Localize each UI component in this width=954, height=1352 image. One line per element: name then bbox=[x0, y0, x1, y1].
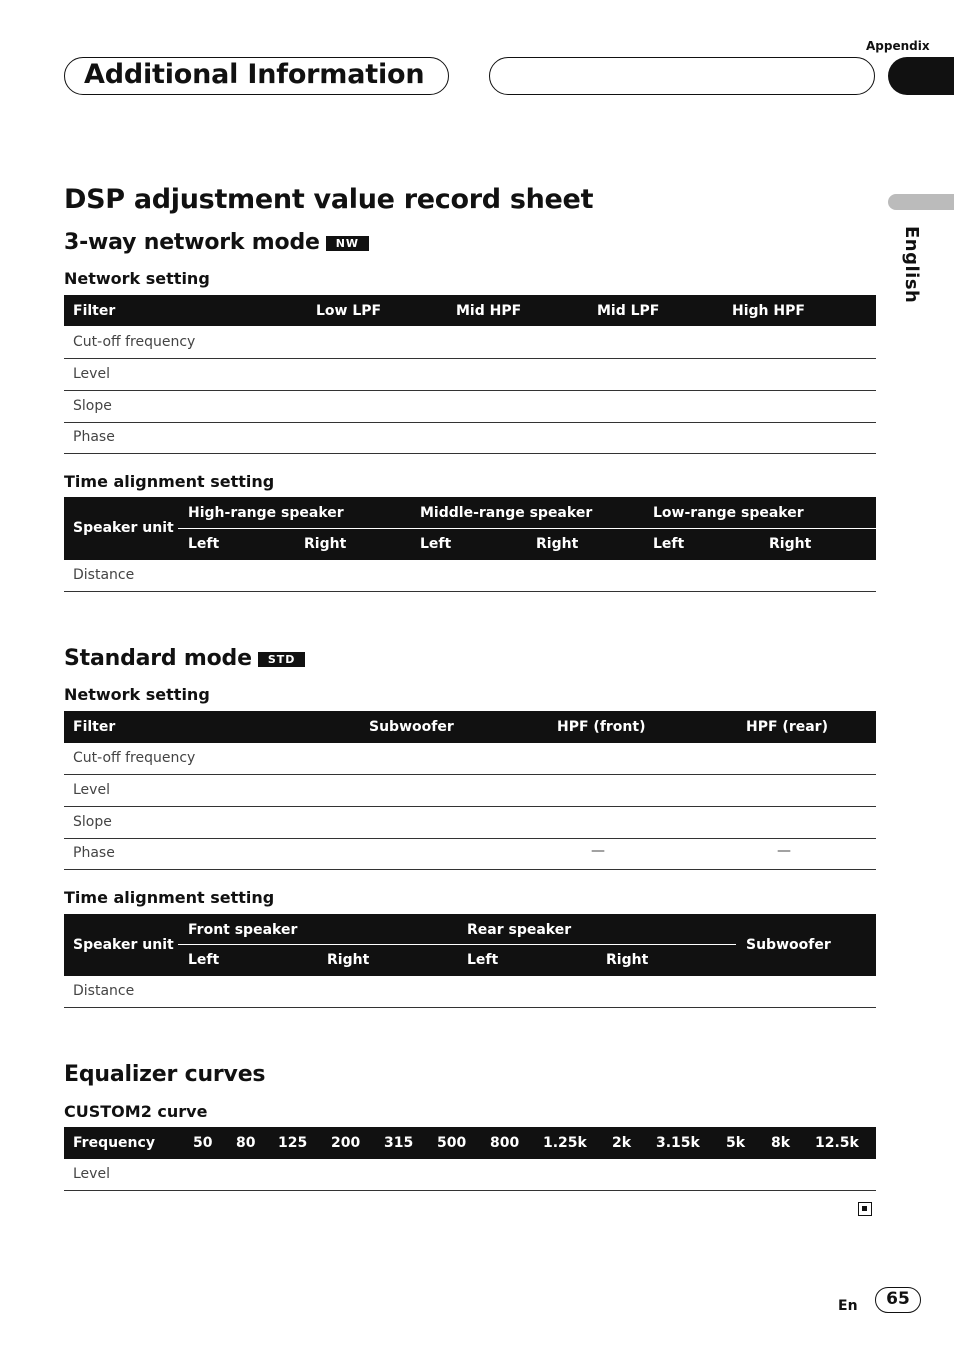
col-header: Mid LPF bbox=[597, 303, 660, 319]
freq-header: 12.5k bbox=[815, 1135, 859, 1151]
col-header: HPF (front) bbox=[557, 719, 646, 735]
row-label: Level bbox=[73, 366, 110, 382]
section-tab bbox=[888, 57, 954, 95]
eq-heading: Equalizer curves bbox=[64, 1062, 266, 1087]
row-label: Distance bbox=[73, 567, 135, 583]
na-dash: — bbox=[777, 843, 791, 859]
freq-header: 500 bbox=[437, 1135, 467, 1151]
row-label: Slope bbox=[73, 398, 112, 414]
nw-heading bbox=[64, 230, 369, 255]
header-title: Additional Information bbox=[84, 59, 425, 90]
col-header: Filter bbox=[73, 719, 116, 735]
subwoofer-header: Subwoofer bbox=[746, 937, 831, 953]
speaker-unit-header: Speaker unit bbox=[73, 937, 174, 953]
freq-header: 200 bbox=[331, 1135, 361, 1151]
page-number: 65 bbox=[875, 1287, 921, 1313]
sub-header: Right bbox=[769, 536, 812, 552]
header-blank-frame bbox=[489, 57, 875, 95]
col-header: Frequency bbox=[73, 1135, 155, 1151]
na-dash: — bbox=[591, 843, 605, 859]
sub-header: Right bbox=[304, 536, 347, 552]
table-row bbox=[64, 775, 876, 807]
table-row bbox=[64, 560, 876, 592]
freq-header: 80 bbox=[236, 1135, 256, 1151]
row-label: Cut-off frequency bbox=[73, 750, 196, 766]
nw-network-label: Network setting bbox=[64, 269, 210, 288]
std-network-header bbox=[64, 711, 876, 743]
table-row bbox=[64, 976, 876, 1008]
row-label: Phase bbox=[73, 845, 115, 861]
nw-network-header bbox=[64, 295, 876, 326]
appendix-label: Appendix bbox=[866, 39, 930, 53]
row-label: Phase bbox=[73, 429, 115, 445]
sub-header: Left bbox=[467, 952, 499, 968]
group-header: Low-range speaker bbox=[653, 505, 804, 521]
row-label: Level bbox=[73, 782, 110, 798]
nw-ta-label: Time alignment setting bbox=[64, 472, 275, 491]
std-badge: STD bbox=[258, 652, 306, 667]
sub-header: Right bbox=[606, 952, 649, 968]
sub-header: Right bbox=[536, 536, 579, 552]
sub-header: Left bbox=[188, 952, 220, 968]
speaker-unit-header: Speaker unit bbox=[73, 520, 174, 536]
table-row bbox=[64, 391, 876, 423]
language-tab bbox=[888, 194, 954, 210]
col-header: Mid HPF bbox=[456, 303, 522, 319]
col-header: Filter bbox=[73, 303, 116, 319]
std-heading-text: Standard mode bbox=[64, 646, 252, 671]
freq-header: 800 bbox=[490, 1135, 520, 1151]
sub-header: Left bbox=[188, 536, 220, 552]
row-label: Level bbox=[73, 1166, 110, 1182]
group-header: Rear speaker bbox=[467, 922, 572, 938]
eq-header bbox=[64, 1127, 876, 1159]
col-header: HPF (rear) bbox=[746, 719, 828, 735]
table-row bbox=[64, 359, 876, 391]
sub-header: Left bbox=[420, 536, 452, 552]
freq-header: 1.25k bbox=[543, 1135, 587, 1151]
freq-header: 50 bbox=[193, 1135, 213, 1151]
header-divider bbox=[178, 528, 876, 529]
group-header: High-range speaker bbox=[188, 505, 344, 521]
col-header: Subwoofer bbox=[369, 719, 454, 735]
nw-heading-text: 3-way network mode bbox=[64, 230, 320, 255]
eq-curve-label: CUSTOM2 curve bbox=[64, 1102, 208, 1121]
freq-header: 8k bbox=[771, 1135, 791, 1151]
table-row bbox=[64, 807, 876, 839]
header-divider bbox=[178, 944, 736, 945]
col-header: High HPF bbox=[732, 303, 805, 319]
freq-header: 3.15k bbox=[656, 1135, 700, 1151]
group-header: Front speaker bbox=[188, 922, 298, 938]
freq-header: 125 bbox=[278, 1135, 308, 1151]
language-code: En bbox=[838, 1298, 858, 1314]
std-network-label: Network setting bbox=[64, 685, 210, 704]
sub-header: Right bbox=[327, 952, 370, 968]
table-row bbox=[64, 1159, 876, 1191]
freq-header: 2k bbox=[612, 1135, 632, 1151]
table-row bbox=[64, 838, 876, 870]
row-label: Cut-off frequency bbox=[73, 334, 196, 350]
std-ta-header bbox=[64, 914, 876, 976]
nw-ta-header bbox=[64, 497, 876, 560]
freq-header: 315 bbox=[384, 1135, 414, 1151]
language-label: English bbox=[901, 226, 922, 304]
row-label: Slope bbox=[73, 814, 112, 830]
group-header: Middle-range speaker bbox=[420, 505, 593, 521]
std-ta-label: Time alignment setting bbox=[64, 888, 275, 907]
table-row bbox=[64, 743, 876, 775]
std-heading bbox=[64, 646, 305, 671]
col-header: Low LPF bbox=[316, 303, 382, 319]
freq-header: 5k bbox=[726, 1135, 746, 1151]
table-row bbox=[64, 327, 876, 359]
nw-badge: NW bbox=[326, 236, 369, 251]
table-row bbox=[64, 422, 876, 454]
row-label: Distance bbox=[73, 983, 135, 999]
page-title: DSP adjustment value record sheet bbox=[64, 184, 594, 215]
sub-header: Left bbox=[653, 536, 685, 552]
end-mark-icon bbox=[858, 1202, 872, 1216]
